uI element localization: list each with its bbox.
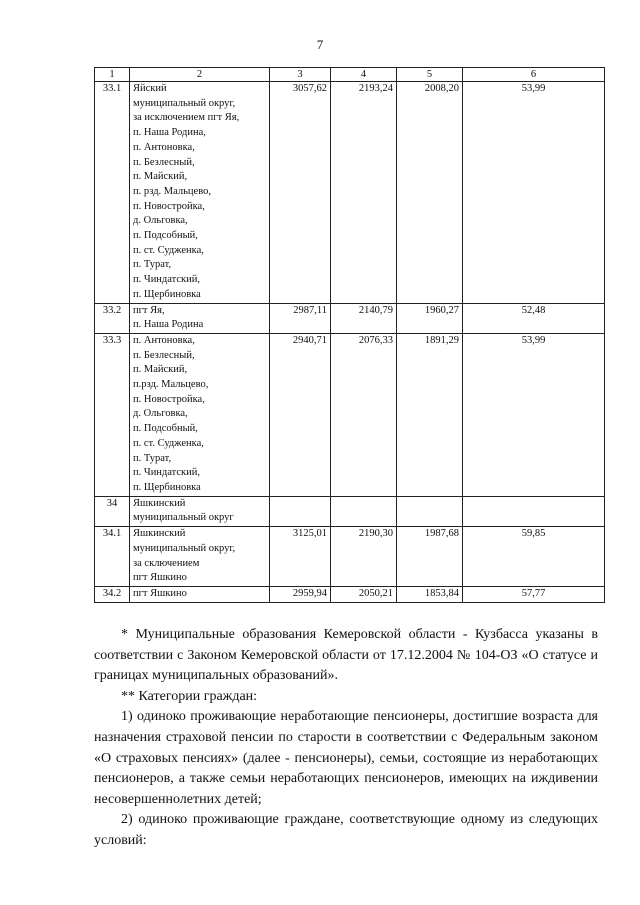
territory-name-line: за исключением пгт Яя, [133,112,240,124]
territory-name-line: п. Безлесный, [133,349,195,361]
territory-name-line: п. Турат, [133,259,172,271]
value-col4-cell: 2050,21 [331,586,397,602]
territory-name-line: за сключением [133,557,200,569]
territory-name-line: п. Новостройка, [133,393,205,405]
territory-name-cell [130,82,270,304]
territory-name-cell [130,303,270,333]
column-header: 3 [270,68,331,82]
territory-name-line: муниципальный округ, [133,97,236,109]
value-col6-cell: 52,48 [463,303,605,333]
territory-name-line: п. Подсобный, [133,423,198,435]
value-col5-cell [397,496,463,526]
territory-name-cell [130,527,270,587]
value-col3-cell: 2987,11 [270,303,331,333]
table-row [95,303,605,333]
territory-name-line: п. Щербиновка [133,481,201,493]
territory-name-line: п. Антоновка, [133,334,195,346]
footnote-municipal: * Муниципальные образования Кемеровской области - Кузбасса указаны в соответствии с Законом Кемеровской области от 17.12.2004 № 104-ОЗ «О статусе и границах муниципальных образований». [94,627,598,684]
table-row [95,586,605,602]
territory-name-line: п. Чиндатский, [133,274,201,286]
territory-name-line: д. Ольговка, [133,215,188,227]
territory-name-line: п. Чиндатский, [133,467,201,479]
table-row [95,82,605,304]
row-number-cell: 33.1 [95,82,130,304]
value-col3-cell [270,496,331,526]
territory-name-line: пгт Яшкино [133,572,187,584]
table-body [95,82,605,603]
territory-name-line: Яшкинский [133,528,186,540]
row-number-cell: 34.2 [95,586,130,602]
value-col3-cell: 3057,62 [270,82,331,304]
territory-name-line: п. Наша Родина, [133,127,206,139]
territory-name-line: п. рзд. Мальцево, [133,185,211,197]
row-number-cell: 33.3 [95,333,130,496]
column-header: 1 [95,68,130,82]
value-col4-cell: 2193,24 [331,82,397,304]
table-row [95,496,605,526]
value-col5-cell: 2008,20 [397,82,463,304]
value-col5-cell: 1960,27 [397,303,463,333]
value-col5-cell: 1853,84 [397,586,463,602]
value-col4-cell: 2190,30 [331,527,397,587]
category-item-1: 1) одиноко проживающие неработающие пенсионеры, достигшие возраста для назначения страховой пенсии по старости в соответствии с Федеральным законом «О страховых пенсиях» (далее - пенсионеры), семьи, состоящие из неработающих пенсионеров, а также семьи неработающих пенсионеров, имеющих на иждивении несовершеннолетних детей; [94,709,598,807]
value-col6-cell [463,496,605,526]
table-header [95,68,605,82]
table-row [95,333,605,496]
value-col5-cell: 1987,68 [397,527,463,587]
territory-name-line: п. ст. Судженка, [133,437,204,449]
territory-name-line: п. Турат, [133,452,172,464]
territory-name-line: п. ст. Судженка, [133,244,204,256]
territory-name-line: п. Новостройка, [133,200,205,212]
row-number-cell: 34 [95,496,130,526]
footnote-categories: ** Категории граждан: [121,688,258,704]
territory-name-cell [130,586,270,602]
value-col4-cell: 2140,79 [331,303,397,333]
value-col6-cell: 57,77 [463,586,605,602]
territory-name-line: п. Майский, [133,364,188,376]
column-header: 2 [130,68,270,82]
territory-name-line: п.рзд. Мальцево, [133,379,209,391]
notes-section [94,625,598,852]
data-table [94,67,605,603]
territory-name-line: муниципальный округ [133,512,234,524]
territory-name-line: п. Майский, [133,171,188,183]
value-col6-cell: 59,85 [463,527,605,587]
territory-name-line: Яшкинский [133,497,186,509]
value-col6-cell: 53,99 [463,82,605,304]
territory-name-line: п. Наша Родина [133,319,204,331]
territory-name-line: п. Антоновка, [133,141,195,153]
value-col3-cell: 2940,71 [270,333,331,496]
value-col3-cell: 3125,01 [270,527,331,587]
row-number-cell: 33.2 [95,303,130,333]
table-header-row [95,68,605,82]
territory-name-line: п. Щербиновка [133,288,201,300]
column-header: 6 [463,68,605,82]
column-header: 4 [331,68,397,82]
territory-name-line: муниципальный округ, [133,542,236,554]
value-col5-cell: 1891,29 [397,333,463,496]
territory-name-line: п. Подсобный, [133,230,198,242]
value-col4-cell: 2076,33 [331,333,397,496]
territory-name-cell [130,333,270,496]
value-col4-cell [331,496,397,526]
territory-name-cell [130,496,270,526]
territory-name-line: пгт Яшкино [133,587,187,599]
territory-name-line: п. Безлесный, [133,156,195,168]
territory-name-line: пгт Яя, [133,304,165,316]
column-header: 5 [397,68,463,82]
category-item-2: 2) одиноко проживающие граждане, соответствующие одному из следующих условий: [94,812,598,848]
value-col3-cell: 2959,94 [270,586,331,602]
table-row [95,527,605,587]
territory-name-line: Яйский [133,83,167,94]
value-col6-cell: 53,99 [463,333,605,496]
row-number-cell: 34.1 [95,527,130,587]
territory-name-line: д. Ольговка, [133,408,188,420]
page-number: 7 [316,37,324,52]
